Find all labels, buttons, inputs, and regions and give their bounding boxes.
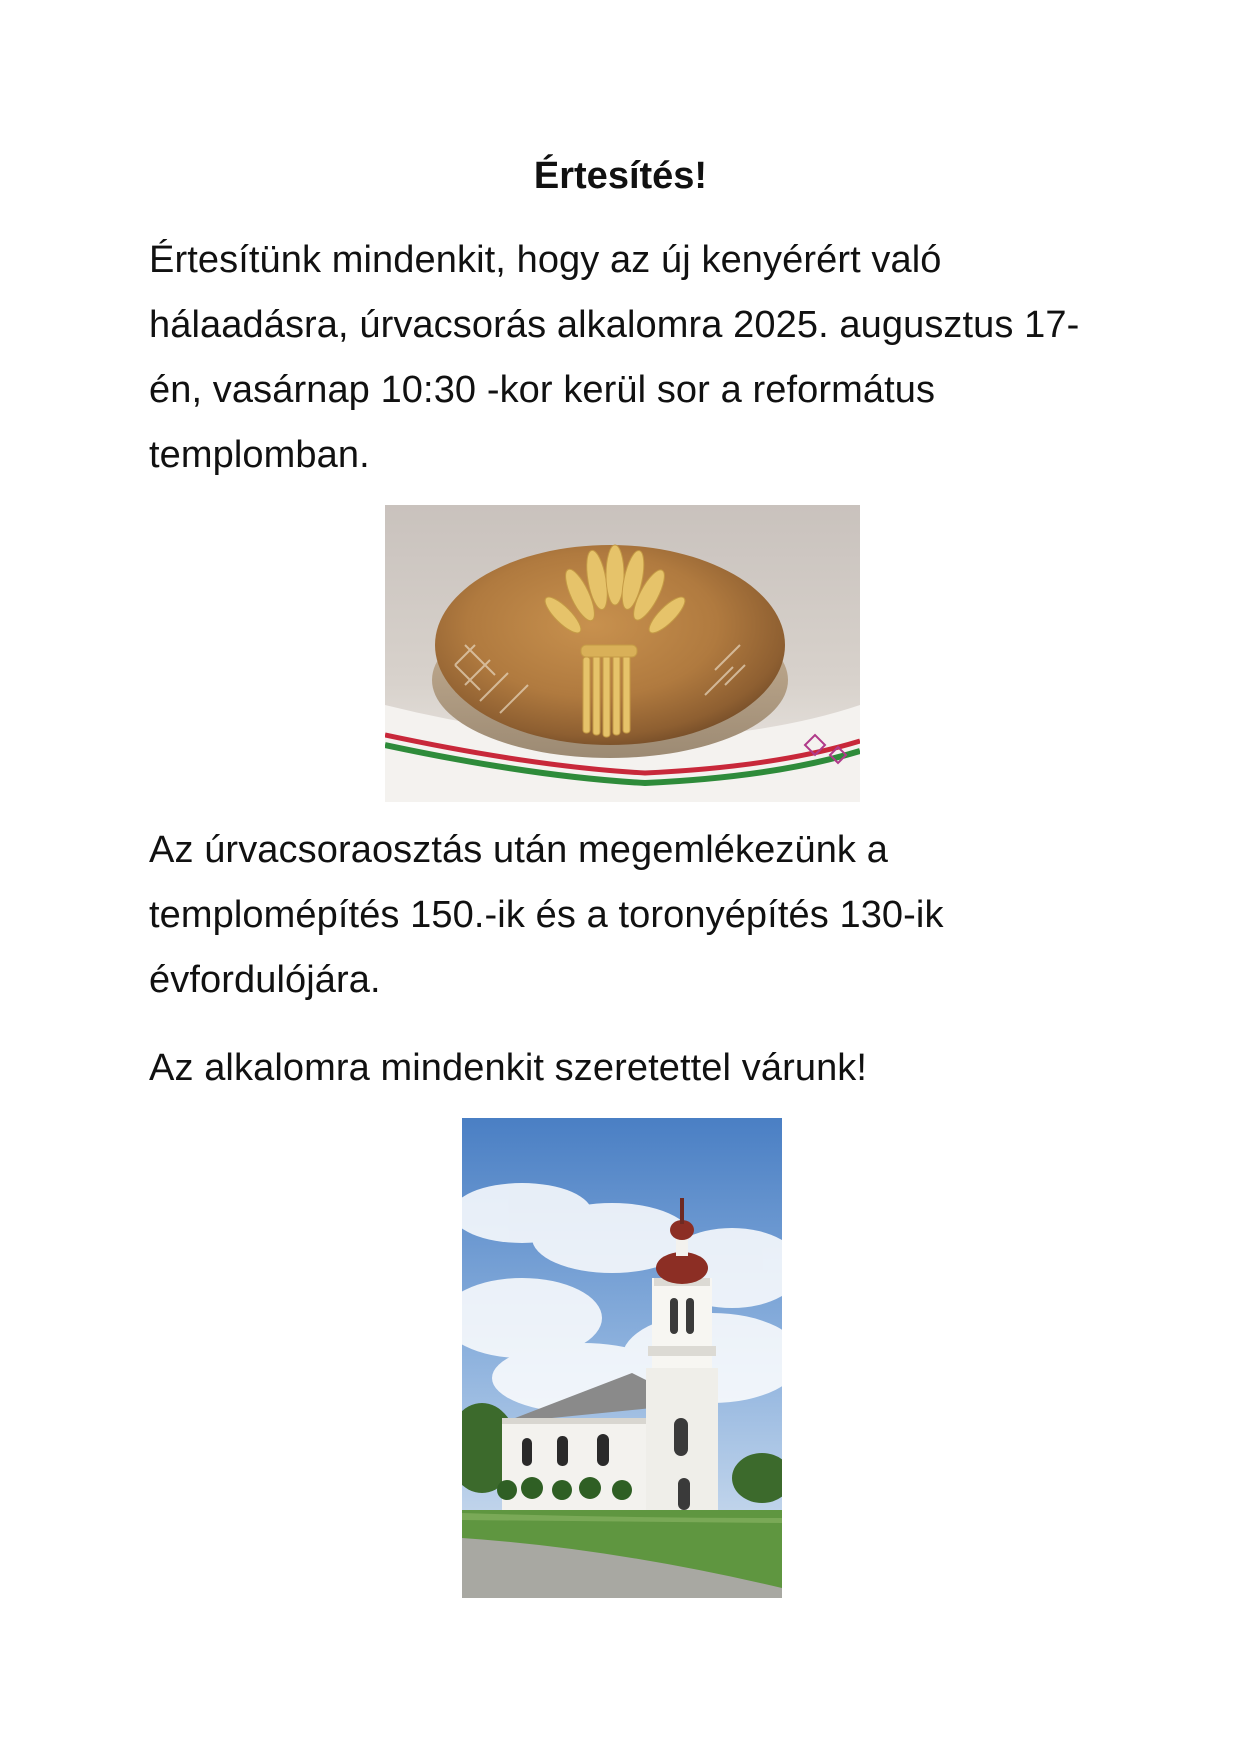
notice-paragraph-anniversary: Az úrvacsoraosztás után megemlékezünk a templomépítés 150.-ik és a toronyépítés 130-ik évfordulójára. <box>149 829 944 1001</box>
notice-paragraph-welcome: Az alkalomra mindenkit szeretettel várunk! <box>149 1047 868 1089</box>
notice-title: Értesítés! <box>533 155 708 197</box>
church-photo <box>462 1118 782 1598</box>
notice-paragraph-invitation: Értesítünk mindenkit, hogy az új kenyérért való hálaadásra, úrvacsorás alkalomra 2025. augusztus 17-én, vasárnap 10:30 -kor kerül sor a református templomban. <box>149 239 1080 476</box>
bread-photo <box>385 505 860 802</box>
